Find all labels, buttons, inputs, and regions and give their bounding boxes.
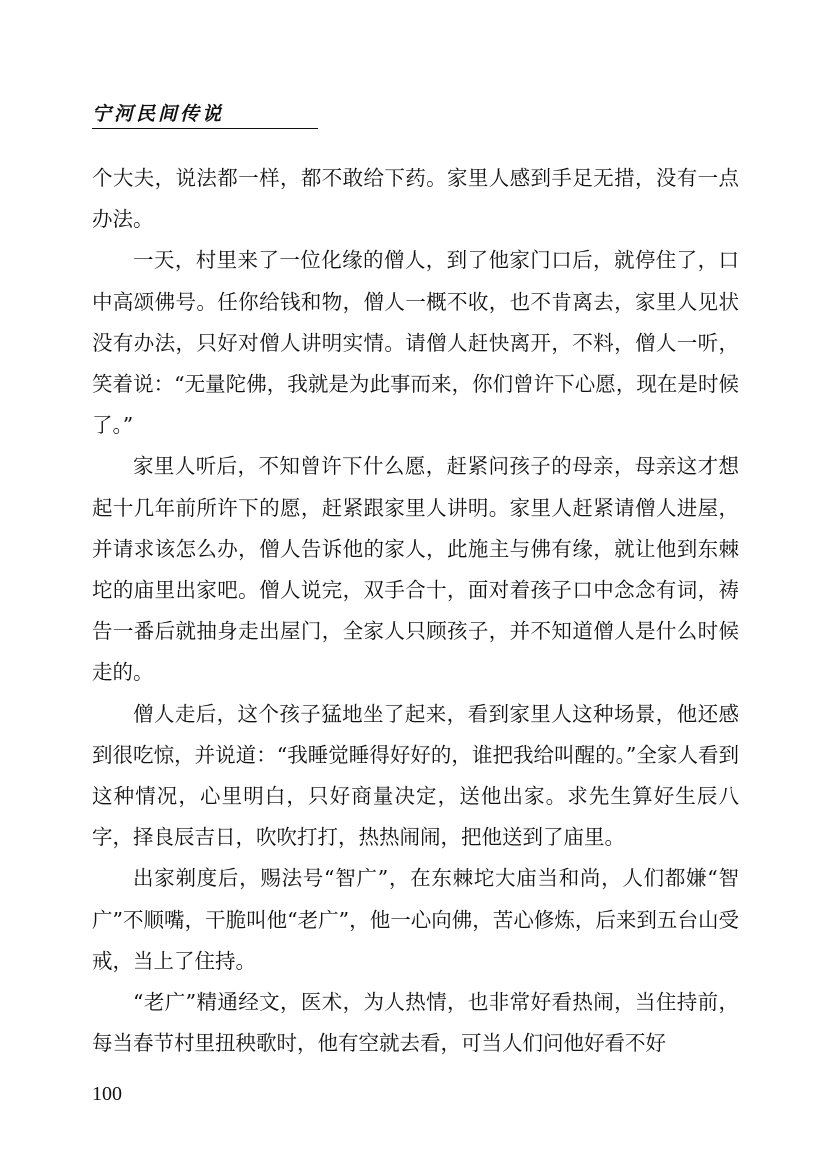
body-text xyxy=(92,158,739,1064)
paragraph: “老广”精通经文，医术，为人热情，也非常好看热闹，当住持前，每当春节村里扭秧歌时，他有空就去看，可当人们问他好看不好 xyxy=(92,990,739,1056)
paragraph: 个大夫，说法都一样，都不敢给下药。家里人感到手足无措，没有一点办法。 xyxy=(92,166,739,232)
running-header xyxy=(92,102,318,129)
paragraph: 出家剃度后，赐法号“智广”，在东棘坨大庙当和尚，人们都嫌“智广”不顺嘴，干脆叫他“老广”，他一心向佛，苦心修炼，后来到五台山受戒，当上了住持。 xyxy=(92,866,739,973)
page-number: 100 xyxy=(92,1083,122,1105)
paragraph: 僧人走后，这个孩子猛地坐了起来，看到家里人这种场景，他还感到很吃惊，并说道：“我睡觉睡得好好的，谁把我给叫醒的。”全家人看到这种情况，心里明白，只好商量决定，送他出家。求先生算好生辰八字，择良辰吉日，吹吹打打，热热闹闹，把他送到了庙里。 xyxy=(92,701,739,850)
paragraph: 一天，村里来了一位化缘的僧人，到了他家门口后，就停住了，口中高颂佛号。任你给钱和物，僧人一概不收，也不肯离去，家里人见状没有办法，只好对僧人讲明实情。请僧人赶快离开，不料，僧人一听，笑着说：“无量陀佛，我就是为此事而来，你们曾许下心愿，现在是时候了。” xyxy=(92,248,739,438)
book-title: 宁河民间传说 xyxy=(92,103,225,125)
paragraph: 家里人听后，不知曾许下什么愿，赶紧问孩子的母亲，母亲这才想起十几年前所许下的愿，赶紧跟家里人讲明。家里人赶紧请僧人进屋，并请求该怎么办，僧人告诉他的家人，此施主与佛有缘，就让他到东棘坨的庙里出家吧。僧人说完，双手合十，面对着孩子口中念念有词，祷告一番后就抽身走出屋门，全家人只顾孩子，并不知道僧人是什么时候走的。 xyxy=(92,454,739,685)
